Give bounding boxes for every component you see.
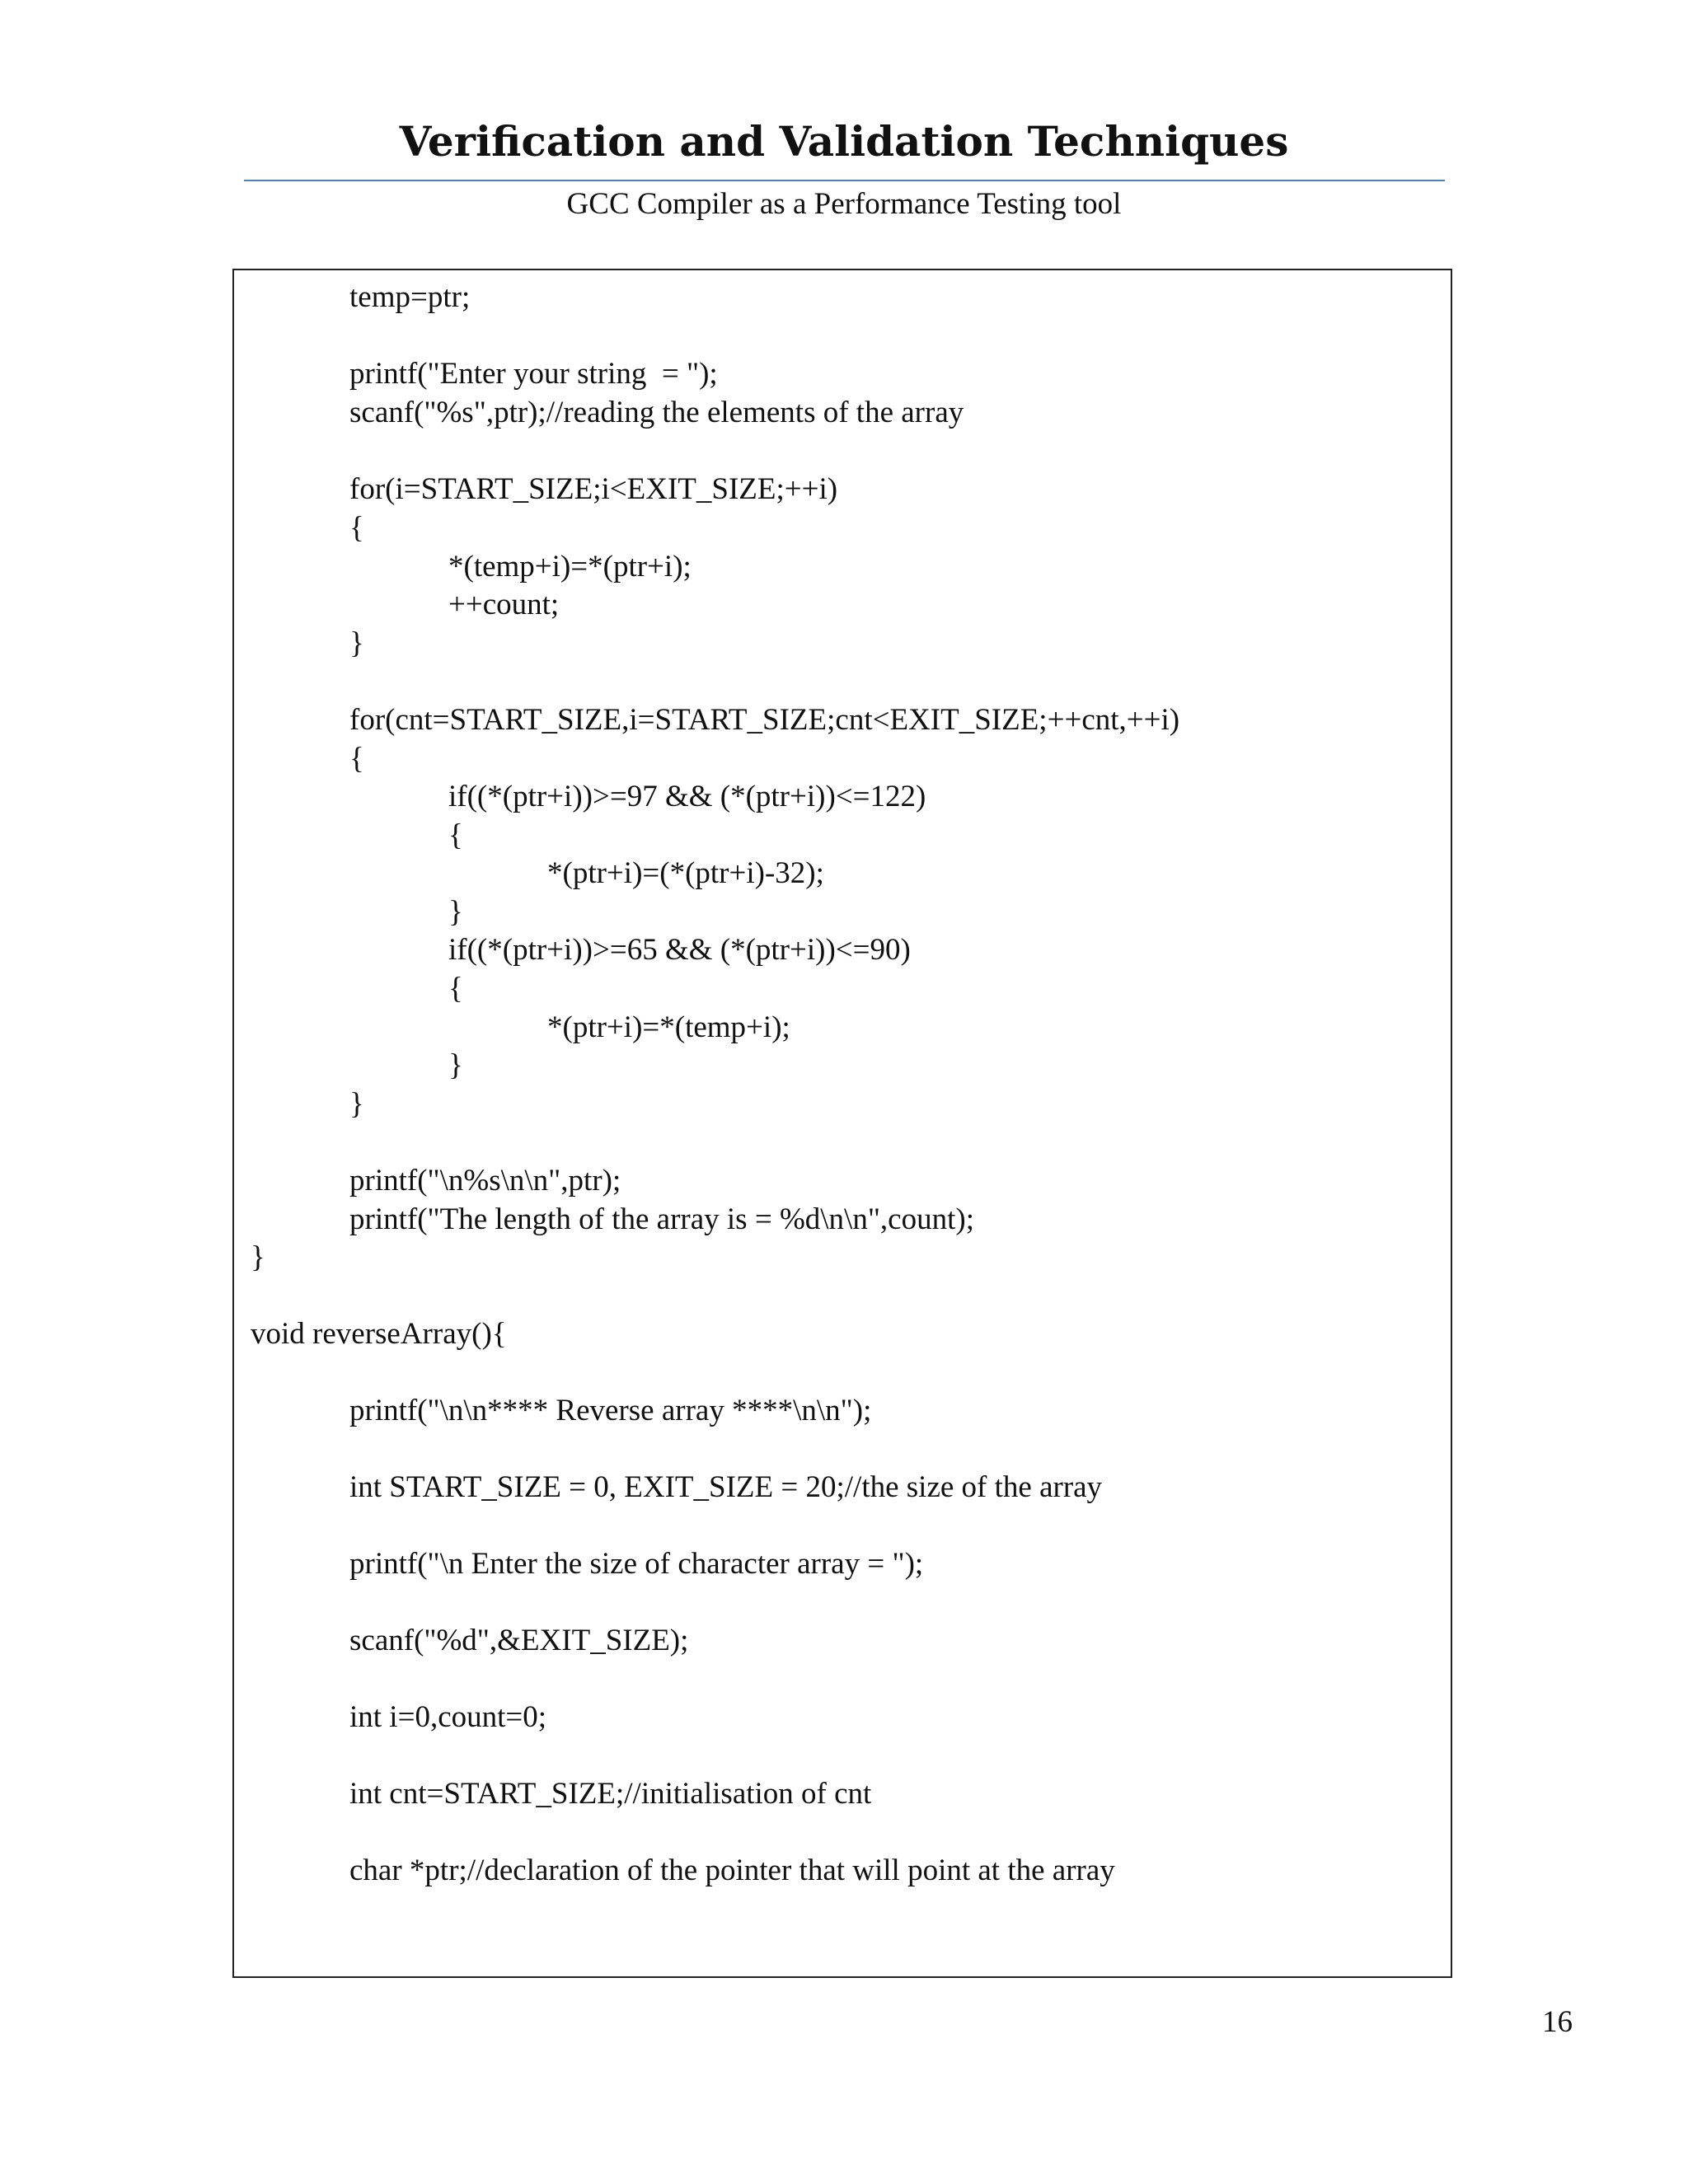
page-title: Verification and Validation Techniques: [399, 117, 1289, 166]
header-rule: [244, 180, 1445, 181]
page-number: 16: [1542, 2005, 1573, 2039]
code-line: scanf("%s",ptr);//reading the elements of the array: [349, 396, 964, 429]
code-line: printf("\n%s\n\n",ptr);: [349, 1164, 621, 1197]
code-line: if((*(ptr+i))>=97 && (*(ptr+i))<=122): [448, 780, 926, 813]
page-subtitle: GCC Compiler as a Performance Testing tool: [566, 187, 1122, 221]
code-line: }: [448, 1048, 463, 1082]
code-line: int START_SIZE = 0, EXIT_SIZE = 20;//the size of the array: [349, 1470, 1103, 1504]
code-line: printf("The length of the array is = %d\n\n",count);: [349, 1202, 974, 1236]
code-line: scanf("%d",&EXIT_SIZE);: [349, 1624, 689, 1657]
code-line: }: [448, 895, 463, 929]
code-line: ++count;: [448, 588, 560, 621]
code-line: for(cnt=START_SIZE,i=START_SIZE;cnt<EXIT_SIZE;++cnt,++i): [349, 703, 1180, 737]
code-line: void reverseArray(){: [251, 1317, 507, 1351]
code-line: printf("Enter your string = ");: [349, 357, 718, 391]
code-listing-box: [232, 269, 1452, 1978]
code-line: int cnt=START_SIZE;//initialisation of cnt: [349, 1777, 872, 1811]
code-line: }: [349, 1087, 364, 1121]
code-line: }: [251, 1240, 265, 1274]
code-line: {: [448, 972, 463, 1005]
code-line: printf("\n\n**** Reverse array ****\n\n");: [349, 1394, 872, 1427]
code-line: {: [349, 742, 364, 776]
code-line: {: [349, 511, 364, 545]
code-line: if((*(ptr+i))>=65 && (*(ptr+i))<=90): [448, 933, 911, 967]
code-line: for(i=START_SIZE;i<EXIT_SIZE;++i): [349, 472, 838, 506]
code-line: *(temp+i)=*(ptr+i);: [448, 550, 692, 583]
code-line: temp=ptr;: [349, 280, 471, 314]
code-line: *(ptr+i)=*(temp+i);: [547, 1010, 790, 1044]
code-line: int i=0,count=0;: [349, 1700, 547, 1734]
code-line: printf("\n Enter the size of character array = ");: [349, 1547, 924, 1581]
code-line: }: [349, 626, 364, 660]
code-line: {: [448, 818, 463, 852]
code-line: char *ptr;//declaration of the pointer that will point at the array: [349, 1854, 1115, 1887]
code-line: *(ptr+i)=(*(ptr+i)-32);: [547, 856, 824, 890]
